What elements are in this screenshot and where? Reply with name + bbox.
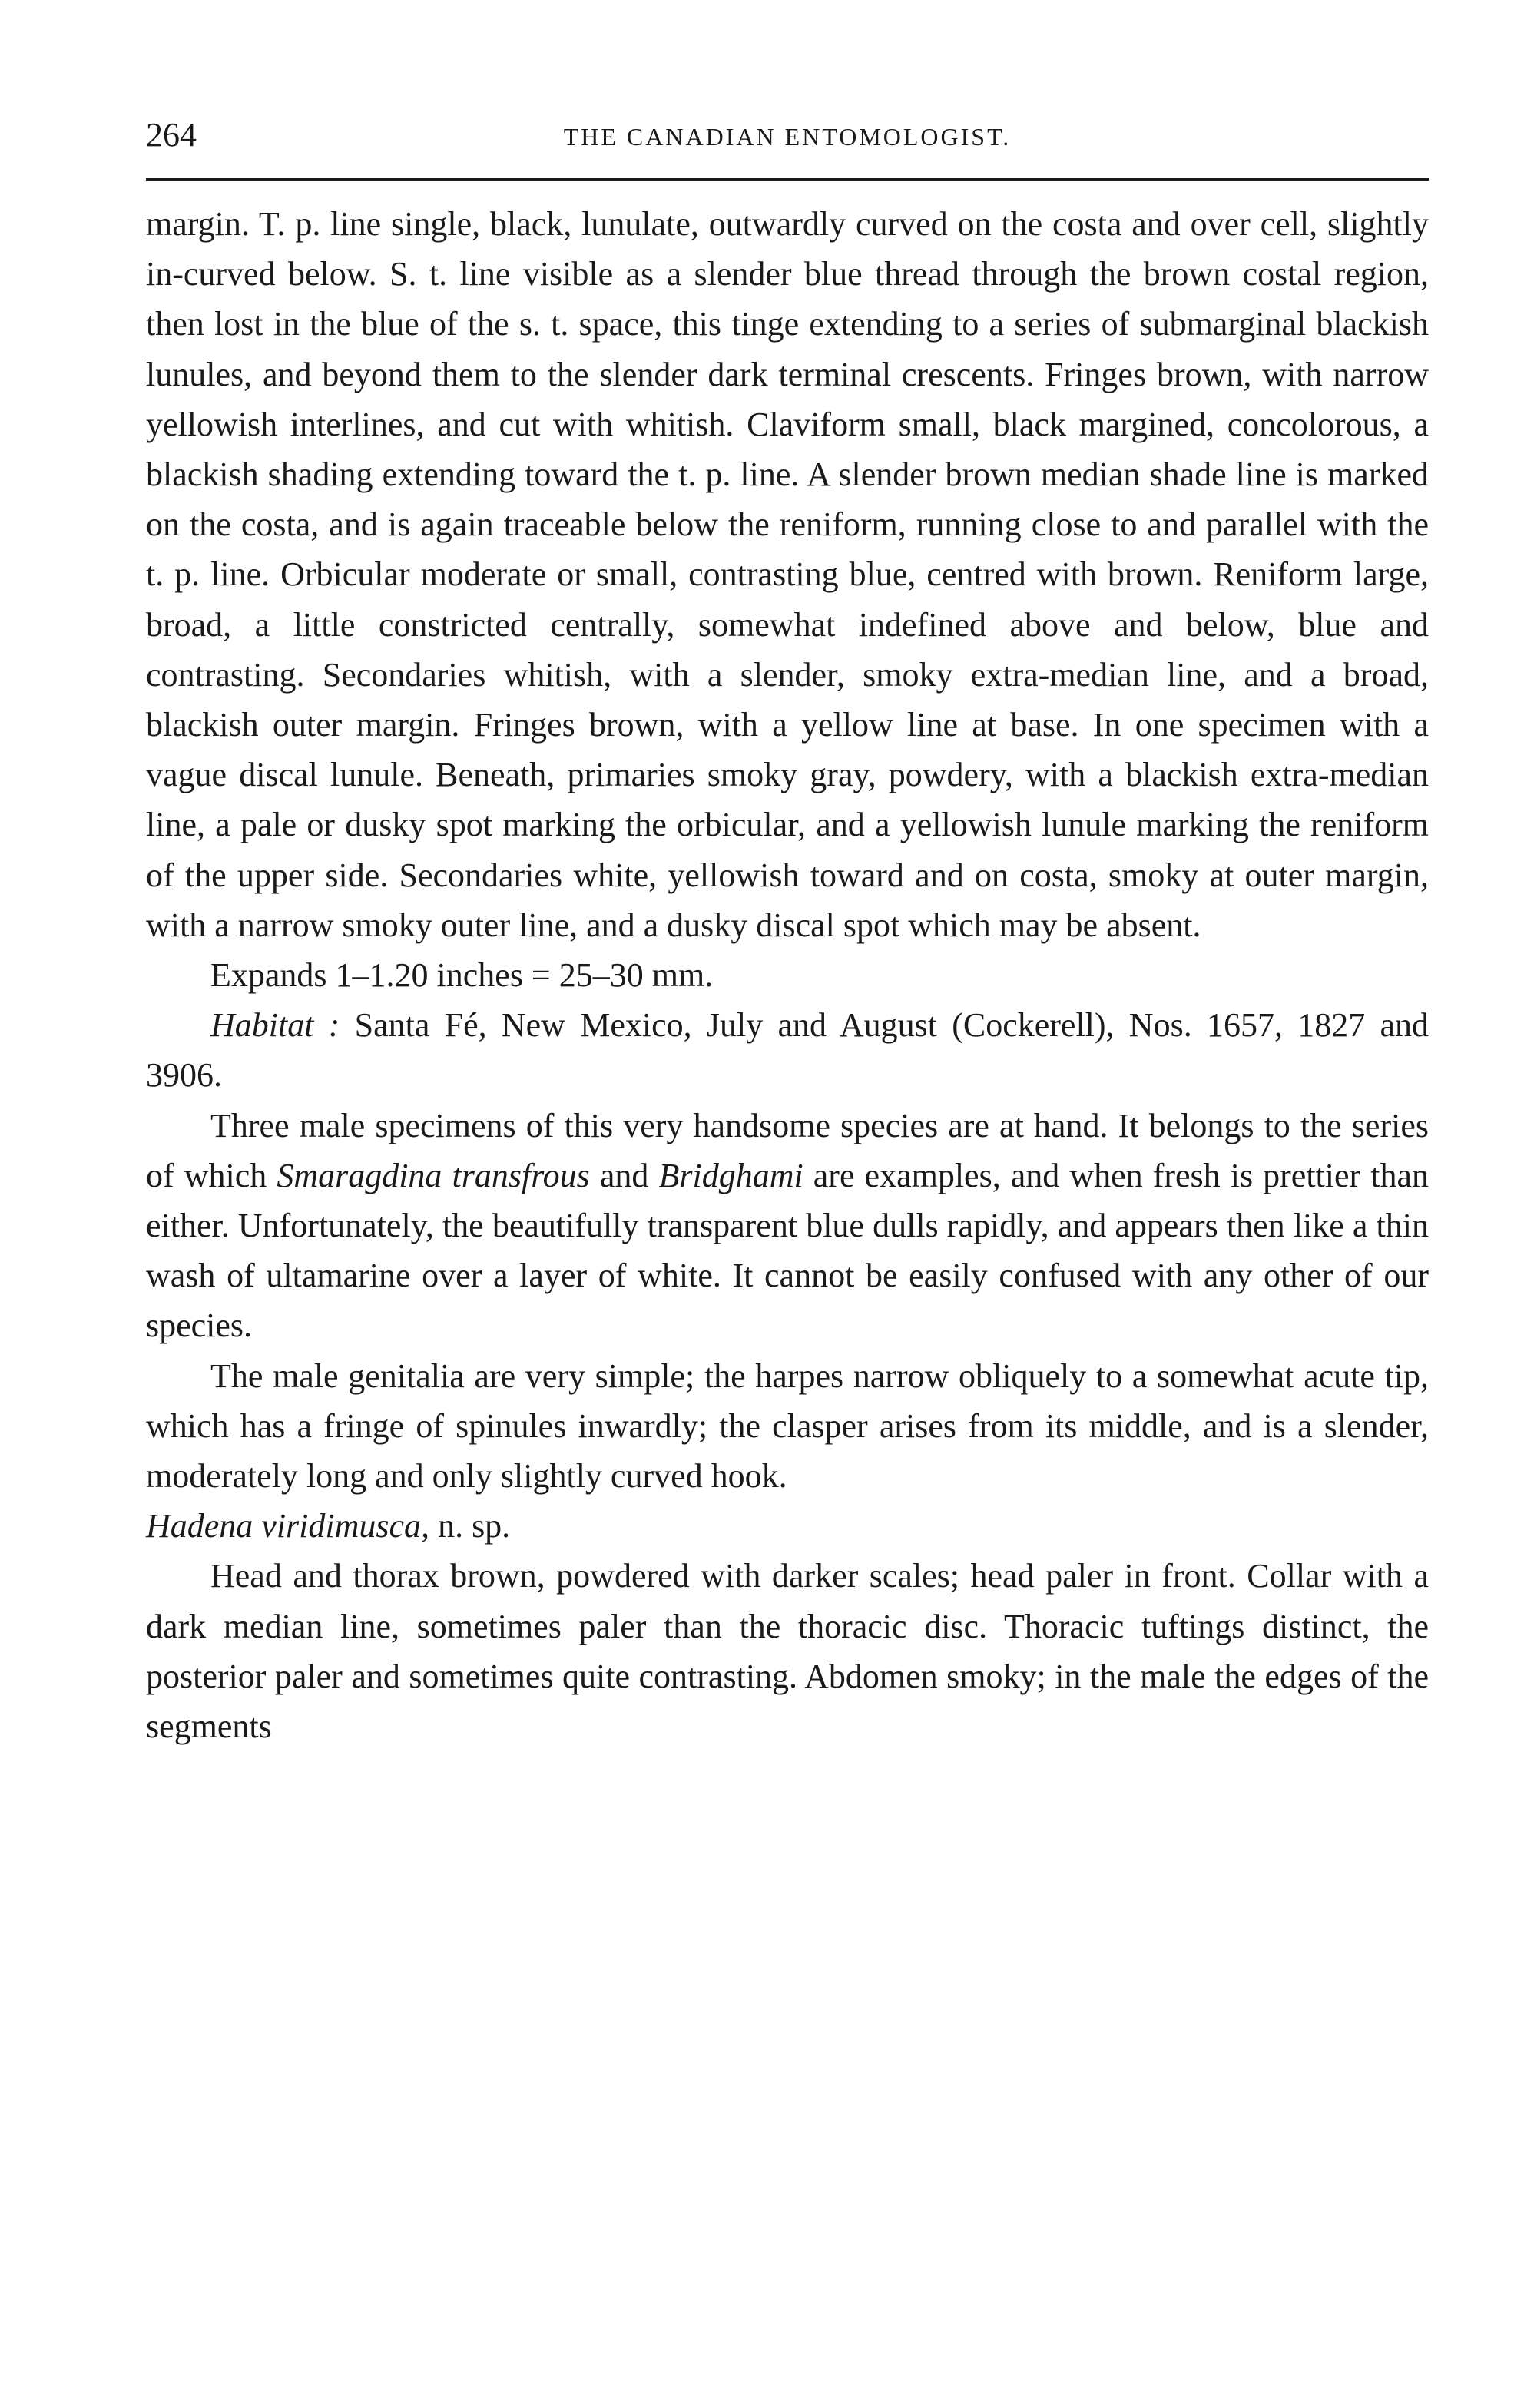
species-name-smaragdina: Smaragdina transfrous [277, 1156, 590, 1194]
article-body [146, 199, 1429, 1751]
remarks-text-a: Three male specimens of this very handsome species are at hand. It belongs to the series of which [146, 1106, 1429, 1194]
habitat-text: Santa Fé, New Mexico, July and August (Cockerell), Nos. 1657, 1827 and 3906. [146, 1006, 1429, 1095]
remarks-text-c: are examples, and when fresh is prettier than either. Unfortunately, the beautifully transparent blue dulls rapidly, and appears then like a thin wash of ultamarine over a layer of white. It cannot be easily confused with any other of our species. [146, 1156, 1429, 1345]
species-heading-name: Hadena viridimusca, [146, 1507, 430, 1545]
genitalia-paragraph: The male genitalia are very simple; the harpes narrow obliquely to a somewhat acute tip, which has a fringe of spinules inwardly; the clasper arises from its middle, and is a slender, moderately long and only slightly curved hook. [146, 1356, 1429, 1495]
remarks-paragraph [146, 1101, 1429, 1351]
remarks-text-b: and [589, 1156, 659, 1194]
journal-page [146, 115, 1429, 1751]
expanse-paragraph: Expands 1–1.20 inches = 25–30 mm. [210, 956, 714, 995]
habitat-label: Habitat : [210, 1006, 340, 1045]
species-name-bridghami: Bridghami [658, 1156, 803, 1194]
species-heading-suffix: n. sp. [429, 1507, 511, 1545]
habitat-paragraph [146, 1000, 1429, 1100]
page-header [146, 115, 1429, 163]
running-title: THE CANADIAN ENTOMOLOGIST. [563, 123, 1012, 151]
new-species-description: Head and thorax brown, powdered with darker scales; head paler in front. Collar with a dark median line, sometimes paler than the thoracic disc. Thoracic tuftings distinct, the posterior paler and sometimes quite contrasting. Abdomen smoky; in the male the edges of the segments [146, 1557, 1429, 1746]
species-heading [146, 1501, 1429, 1551]
page-number: 264 [146, 116, 197, 154]
description-paragraph: margin. T. p. line single, black, lunulate, outwardly curved on the costa and over cell, slightly in-curved below. S. t. line visible as a slender blue thread through the brown costal region, then lost in the blue of the s. t. space, this tinge extending to a series of submarginal blackish lunules, and beyond them to the slender dark terminal crescents. Fringes brown, with narrow yellowish interlines, and cut with whitish. Claviform small, black margined, concolorous, a blackish shading extending toward the t. p. line. A slender brown median shade line is marked on the costa, and is again traceable below the reniform, running close to and parallel with the t. p. line. Orbicular moderate or small, contrasting blue, centred with brown. Reniform large, broad, a little constricted centrally, somewhat indefined above and below, blue and contrasting. Secondaries whitish, with a slender, smoky extra-median line, and a broad, blackish outer margin. Fringes brown, with a yellow line at base. In one specimen with a vague discal lunule. Beneath, primaries smoky gray, powdery, with a blackish extra-median line, a pale or dusky spot marking the orbicular, and a yellowish lunule marking the reniform of the upper side. Secondaries white, yellowish toward and on costa, smoky at outer margin, with a narrow smoky outer line, and a dusky discal spot which may be absent. [146, 205, 1429, 944]
header-rule [146, 178, 1429, 181]
